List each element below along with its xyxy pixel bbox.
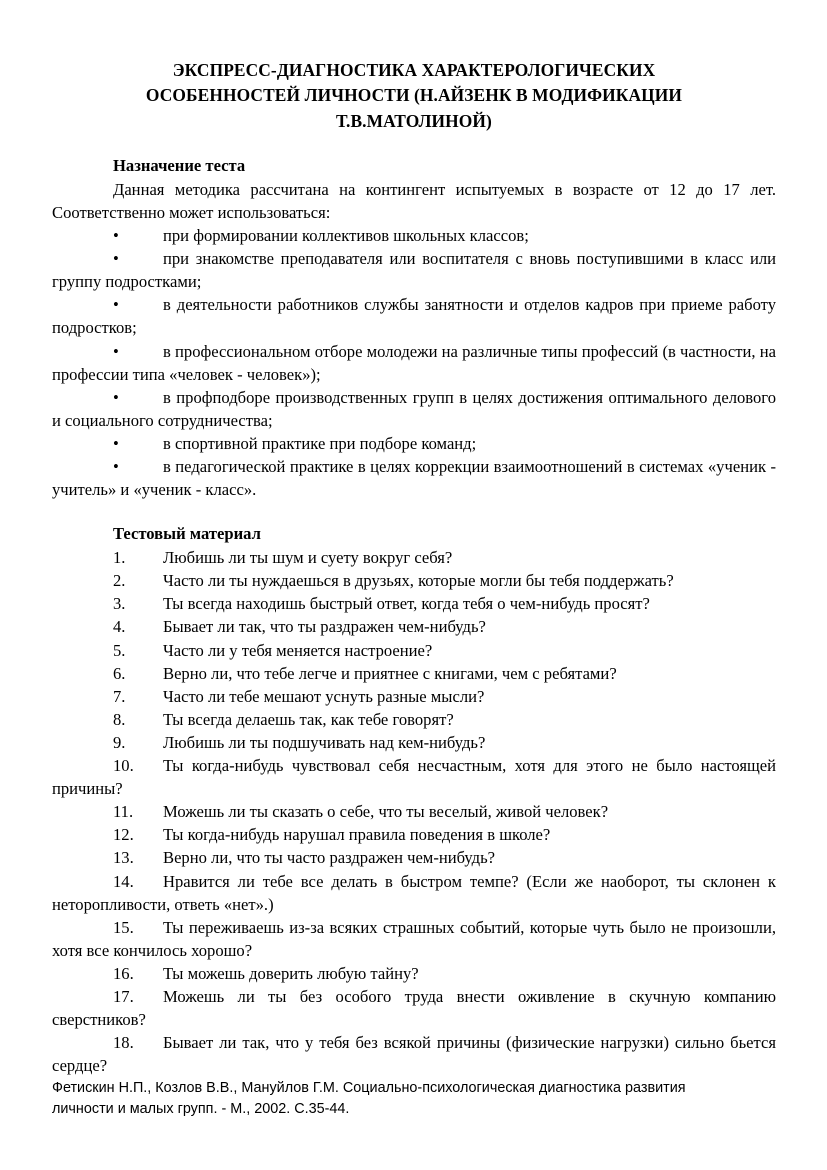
question-number: 17. [113, 986, 134, 1006]
question-text: Ты когда-нибудь чувствовал себя несчастным, хотя для этого не было настоящей причины? [52, 756, 776, 799]
question-text: Бывает ли так, что ты раздражен чем-нибудь? [163, 617, 486, 637]
question-number: 4. [113, 617, 126, 637]
list-item [52, 639, 776, 662]
section-heading-test-material: Тестовый материал [113, 524, 261, 544]
question-number: 7. [113, 686, 126, 706]
test-question-list [52, 546, 776, 1077]
list-item [52, 546, 776, 569]
list-item-label: при формировании коллективов школьных классов; [163, 226, 529, 246]
bullet-icon: • [113, 295, 119, 315]
list-item [52, 247, 776, 293]
question-number: 15. [113, 917, 134, 937]
list-item-label: в деятельности работников службы занятности и отделов кадров при приеме работу подростков; [52, 295, 776, 338]
question-number: 18. [113, 1033, 134, 1053]
page-title-line-3: Т.В.МАТОЛИНОЙ) [336, 110, 492, 131]
list-item [52, 985, 776, 1031]
list-item [52, 386, 776, 432]
list-item [52, 615, 776, 638]
list-item [52, 569, 776, 592]
question-text: Любишь ли ты подшучивать над кем-нибудь? [163, 732, 486, 752]
bullet-icon: • [113, 341, 119, 361]
list-item [52, 340, 776, 386]
list-item [52, 1031, 776, 1077]
list-item-label: в спортивной практике при подборе команд; [163, 433, 477, 453]
question-number: 13. [113, 848, 134, 868]
bullet-icon: • [113, 433, 119, 453]
list-item [52, 293, 776, 339]
question-text: Нравится ли тебе все делать в быстром темпе? (Если же наоборот, ты склонен к неторопливости, ответь «нет».) [52, 871, 776, 914]
list-item [52, 916, 776, 962]
question-text: Ты всегда находишь быстрый ответ, когда тебя о чем-нибудь просят? [163, 594, 650, 614]
question-number: 12. [113, 825, 134, 845]
question-text: Часто ли у тебя меняется настроение? [163, 640, 433, 660]
list-item [52, 592, 776, 615]
question-text: Часто ли тебе мешают уснуть разные мысли? [163, 686, 485, 706]
list-item-label: в педагогической практике в целях коррекции взаимоотношений в системах «ученик - учитель» и «ученик - класс». [52, 457, 776, 500]
list-item [52, 455, 776, 501]
list-item [52, 685, 776, 708]
question-text: Верно ли, что тебе легче и приятнее с книгами, чем с ребятами? [163, 663, 617, 683]
section-heading-purpose: Назначение теста [113, 155, 246, 175]
question-number: 3. [113, 594, 126, 614]
list-item-label: в профподборе производственных групп в целях достижения оптимального делового и социального сотрудничества; [52, 387, 776, 430]
list-item [52, 224, 776, 247]
purpose-intro-paragraph: Данная методика рассчитана на контингент испытуемых в возрасте от 12 до 17 лет. Соответственно может использоваться: [52, 179, 776, 222]
bullet-icon: • [113, 249, 119, 269]
list-item [52, 731, 776, 754]
list-item [52, 662, 776, 685]
question-number: 11. [113, 802, 134, 822]
question-text: Любишь ли ты шум и суету вокруг себя? [163, 548, 453, 568]
bullet-icon: • [113, 387, 119, 407]
question-text: Ты переживаешь из-за всяких страшных событий, которые чуть было не произошли, хотя все кончилось хорошо? [52, 917, 776, 960]
list-item [52, 754, 776, 800]
question-text: Ты когда-нибудь нарушал правила поведения в школе? [163, 825, 551, 845]
question-number: 1. [113, 548, 126, 568]
question-number: 5. [113, 640, 126, 660]
list-item-label: при знакомстве преподавателя или воспитателя с вновь поступившими в класс или группу подростками; [52, 249, 776, 292]
list-item [52, 870, 776, 916]
question-number: 10. [113, 756, 134, 776]
list-item [52, 708, 776, 731]
question-text: Ты всегда делаешь так, как тебе говорят? [163, 709, 454, 729]
bullet-icon: • [113, 457, 119, 477]
question-number: 6. [113, 663, 126, 683]
question-number: 8. [113, 709, 126, 729]
question-text: Можешь ли ты без особого труда внести оживление в скучную компанию сверстников? [52, 986, 776, 1030]
list-item [52, 962, 776, 985]
document-content [52, 58, 776, 1077]
list-item [52, 432, 776, 455]
question-text: Верно ли, что ты часто раздражен чем-нибудь? [163, 848, 496, 868]
question-text: Ты можешь доверить любую тайну? [163, 963, 419, 983]
citation-line-2: личности и малых групп. - М., 2002. С.35-44. [52, 1100, 350, 1117]
citation-footer [52, 1078, 776, 1119]
list-item [52, 846, 776, 869]
question-text: Бывает ли так, что у тебя без всякой причины (физические нагрузки) сильно бьется сердце? [52, 1033, 776, 1076]
purpose-bullet-list [52, 224, 776, 501]
question-number: 2. [113, 571, 126, 591]
list-item [52, 800, 776, 823]
section-spacer [52, 501, 776, 522]
question-text: Можешь ли ты сказать о себе, что ты веселый, живой человек? [163, 802, 609, 822]
page-title-line-1: ЭКСПРЕСС-ДИАГНОСТИКА ХАРАКТЕРОЛОГИЧЕСКИХ [172, 60, 656, 80]
question-text: Часто ли ты нуждаешься в друзьях, которые могли бы тебя поддержать? [163, 571, 674, 591]
question-number: 16. [113, 963, 134, 983]
question-number: 14. [113, 871, 134, 891]
list-item-label: в профессиональном отборе молодежи на различные типы профессий (в частности, на профессии типа «человек - человек»); [52, 341, 776, 384]
list-item [52, 823, 776, 846]
question-number: 9. [113, 732, 126, 752]
citation-line-1: Фетискин Н.П., Козлов В.В., Мануйлов Г.М. Социально-психологическая диагностика развития [52, 1080, 686, 1096]
page-title [52, 58, 776, 134]
page-title-line-2: ОСОБЕННОСТЕЙ ЛИЧНОСТИ (Н.АЙЗЕНК В МОДИФИКАЦИИ [145, 85, 683, 106]
bullet-icon: • [113, 226, 119, 246]
